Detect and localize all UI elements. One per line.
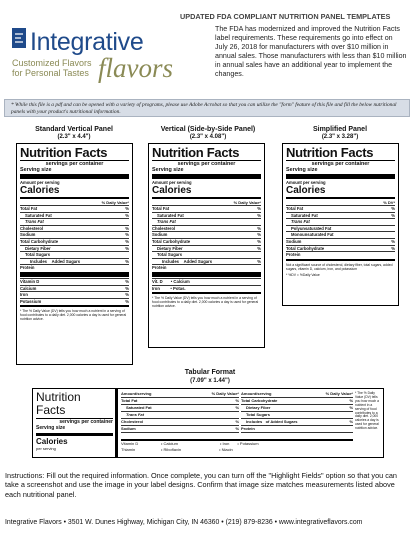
header-title: UPDATED FDA COMPLIANT NUTRITION PANEL TEMPLATES [180, 12, 391, 21]
nutrient-row: Cholesterol % [20, 225, 129, 231]
brand-tagline-line2: for Personal Tastes [12, 68, 89, 78]
side-by-side-panel[interactable] [148, 143, 265, 348]
vitamin-row: Iron • Potas. [152, 285, 261, 292]
nutrient-row: Saturated Fat % [152, 212, 261, 219]
mineral-row: Iron % [20, 292, 129, 298]
nutrient-row: Saturated Fat % [286, 212, 395, 219]
nutrient-row: Dietary Fiber % [20, 245, 129, 252]
simplified-panel[interactable] [282, 143, 399, 306]
protein-row: Protein [20, 264, 129, 271]
mineral-row: Vitamin D % [20, 278, 129, 284]
nutrient-row: Trans Fat [20, 218, 129, 225]
dv-header: % DV* [383, 200, 395, 205]
simplified-panel-title: Simplified Panel [312, 126, 368, 133]
daily-value-header: % Daily Value* [233, 200, 261, 205]
nutrient-row: Total Fat % [286, 206, 395, 211]
added-sugars-row: Includes Added Sugars % [20, 258, 129, 265]
tabular-size: (7.09" x 1.44") [190, 378, 230, 384]
calories-label: Calories [286, 185, 326, 196]
vitamin-row: Vit. D • Calcium [152, 278, 261, 285]
nutrient-row: Cholesterol % [152, 225, 261, 231]
amount-per-serving: Amount per serving [286, 180, 326, 185]
nutrient-row: Sodium % [20, 232, 129, 238]
standard-panel-title: Standard Vertical Panel [35, 126, 113, 133]
nutrition-facts-heading: Nutrition Facts [152, 145, 240, 160]
notice-bar: * While this file is a pdf and can be opened with a variety of programs, please use Adobe Acrobat so that you can utilize the "form" feature of this file and fill the below nutritional panels with your product's nutritional information. [4, 99, 410, 117]
brand-flavors: flavors [98, 53, 174, 83]
tabular-col2: Amount/serving % Daily Value* Total Carbohydrate % Dietary Fiber % Total Sugars Includes of Added Sugars % Protein [241, 391, 353, 431]
tabular-per-serving: per serving [36, 446, 56, 451]
standard-panel[interactable] [16, 143, 133, 365]
daily-value-header: % Daily Value* [101, 200, 129, 205]
servings-per-container: servings per container [177, 161, 236, 167]
nutrition-facts-heading: Nutrition Facts [20, 145, 108, 160]
mineral-row: Potassium % [20, 298, 129, 304]
side-panel-size: (2.3" x 4.08") [189, 134, 227, 140]
tabular-servings: servings per container [59, 419, 113, 425]
footnote: * The % Daily Value (DV) tells you how much a nutrient in a serving of food contributes to a daily diet. 2,000 calories a day is used for general nutrition advice. [20, 309, 127, 322]
nutrition-facts-heading: Nutrition Facts [286, 145, 374, 160]
header-body: The FDA has modernized and improved the Nutrition Facts label requirements. These requirements go into effect on July 26, 2018 for manufacturers with over $10 million in annual sales. Those manufacturers with less than $10 million in annual sales have an additional year to implement the changes. [215, 25, 407, 79]
tabular-serving-size: Serving size [36, 425, 66, 431]
tabular-calories: Calories [36, 437, 68, 446]
tabular-footnote: * The % Daily Value (DV) tells you how much a nutrient in a serving of food contributes to a daily diet. 2,000 calories a day is used for general nutrition advice. [355, 391, 380, 431]
protein-row: Protein [152, 264, 261, 271]
tabular-left [36, 391, 113, 451]
nutrient-row: Sodium % [152, 232, 261, 238]
tabular-nutrition: Nutrition [36, 390, 81, 404]
nutrient-row: Dietary Fiber % [152, 245, 261, 252]
nutrient-row: Polyunsaturated Fat [286, 225, 395, 232]
instructions: Instructions: Fill out the required information. Once complete, you can turn off the "Highlight Fields" option so that you can take a screenshot and use the image in your label designs. Confirm that image size matches measurements listed above each nutritional panel. [5, 471, 397, 499]
calories-label: Calories [152, 185, 192, 196]
brand-tagline [12, 58, 92, 78]
nutrient-row: Total Carbohydrate % [286, 245, 395, 251]
nutrient-row: Monounsaturated Fat [286, 231, 395, 238]
calories-label: Calories [20, 185, 60, 196]
brand-name: Integrative [30, 28, 144, 56]
tabular-vitamins: Vitamin D • Calcium • Iron • Potassium Thiamin • Riboflavin • Niacin [121, 439, 353, 453]
nutrient-row: Saturated Fat % [20, 212, 129, 219]
nutrient-row: Total Carbohydrate % [152, 238, 261, 244]
servings-per-container: servings per container [45, 161, 104, 167]
nutrient-row: Trans Fat [286, 218, 395, 225]
simplified-panel-size: (2.3" x 3.28") [321, 134, 359, 140]
nutrient-row: Trans Fat [152, 218, 261, 225]
tabular-panel[interactable] [32, 388, 384, 458]
serving-size: Serving size [286, 167, 318, 173]
simplified-note: Not a significant source of cholesterol, dietary fiber, total sugars, added sugars, vitamin D, calcium, iron, and potassium [286, 262, 393, 271]
nutrient-row: Sodium % [286, 238, 395, 244]
nutrient-row: Total Carbohydrate % [20, 238, 129, 244]
amount-per-serving: Amount per serving [152, 180, 192, 185]
nutrient-row: Total Sugars [20, 251, 129, 258]
tabular-title: Tabular Format [184, 369, 236, 376]
protein-row: Protein [286, 251, 395, 258]
footer: Integrative Flavors • 3501 W. Dunes Highway, Michigan City, IN 46360 • (219) 879-8236 • www.integrativeflavors.com [5, 519, 363, 526]
nutrient-row: Total Fat % [152, 206, 261, 211]
simplified-foot: * %DV = %Daily Value [286, 272, 320, 277]
tabular-facts: Facts [36, 402, 66, 417]
tabular-col1: Amount/serving % Daily Value* Total Fat % Saturated Fat % Trans Fat Cholesterol % Sodium % [121, 391, 239, 431]
nutrient-row: Total Sugars [152, 251, 261, 258]
mineral-row: Calcium % [20, 285, 129, 291]
side-panel-title: Vertical (Side-by-Side Panel) [160, 126, 256, 133]
amount-per-serving: Amount per serving [20, 180, 60, 185]
servings-per-container: servings per container [311, 161, 370, 167]
standard-panel-size: (2.3" x 4.4") [57, 134, 91, 140]
serving-size: Serving size [152, 167, 184, 173]
added-sugars-row: Includes Added Sugars % [152, 258, 261, 265]
brand-tagline-line1: Customized Flavors [12, 58, 92, 68]
logo-icon [12, 26, 30, 50]
footnote: * The % Daily Value (DV) tells you how much a nutrient in a serving of food contributes to a daily diet. 2,000 calories a day is used for general nutrition advice. [152, 296, 259, 309]
nutrient-row: Total Fat % [20, 206, 129, 211]
serving-size: Serving size [20, 167, 52, 173]
